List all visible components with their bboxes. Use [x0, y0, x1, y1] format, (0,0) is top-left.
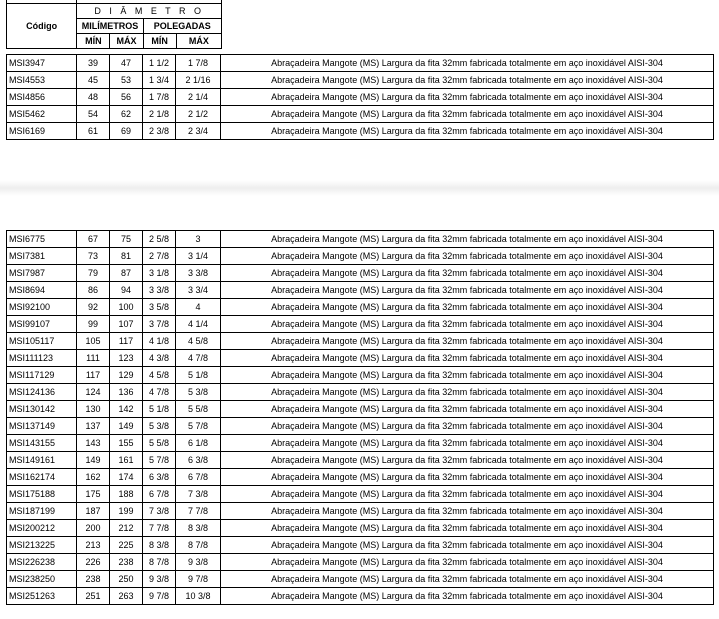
- product-code: MSI111123: [7, 350, 77, 367]
- product-code: MSI162174: [7, 469, 77, 486]
- inch-min-cell: 8 3/8: [143, 537, 176, 554]
- mm-max-cell: 161: [110, 452, 143, 469]
- product-code: MSI6775: [7, 231, 77, 248]
- description-cell: Abraçadeira Mangote (MS) Largura da fita 32mm fabricada totalmente em aço inoxidável AISI-304: [221, 123, 714, 140]
- description-cell: Abraçadeira Mangote (MS) Largura da fita 32mm fabricada totalmente em aço inoxidável AISI-304: [221, 282, 714, 299]
- inch-min-cell: 1 7/8: [143, 89, 176, 106]
- description-cell: Abraçadeira Mangote (MS) Largura da fita 32mm fabricada totalmente em aço inoxidável AISI-304: [221, 418, 714, 435]
- description-cell: Abraçadeira Mangote (MS) Largura da fita 32mm fabricada totalmente em aço inoxidável AISI-304: [221, 384, 714, 401]
- mm-max-cell: 107: [110, 316, 143, 333]
- mm-min-cell: 73: [77, 248, 110, 265]
- inch-min-cell: 2 3/8: [143, 123, 176, 140]
- product-code: MSI7381: [7, 248, 77, 265]
- mm-max-cell: 129: [110, 367, 143, 384]
- product-code: MSI187199: [7, 503, 77, 520]
- description-cell: Abraçadeira Mangote (MS) Largura da fita 32mm fabricada totalmente em aço inoxidável AISI-304: [221, 72, 714, 89]
- inch-max-cell: 7 7/8: [176, 503, 221, 520]
- product-code: MSI213225: [7, 537, 77, 554]
- mm-max-cell: 81: [110, 248, 143, 265]
- table-row: [7, 486, 714, 503]
- inch-max-cell: 4 7/8: [176, 350, 221, 367]
- mm-max-cell: 94: [110, 282, 143, 299]
- mm-max-cell: 53: [110, 72, 143, 89]
- inch-min-cell: 3 3/8: [143, 282, 176, 299]
- mm-max-cell: 136: [110, 384, 143, 401]
- mm-max-cell: 123: [110, 350, 143, 367]
- description-cell: Abraçadeira Mangote (MS) Largura da fita 32mm fabricada totalmente em aço inoxidável AISI-304: [221, 554, 714, 571]
- product-code: MSI238250: [7, 571, 77, 588]
- inch-min-cell: 2 7/8: [143, 248, 176, 265]
- inch-min-header: MÍN: [143, 34, 176, 49]
- table-row: [7, 367, 714, 384]
- mm-min-cell: 105: [77, 333, 110, 350]
- inch-min-cell: 6 3/8: [143, 469, 176, 486]
- product-code: MSI4856: [7, 89, 77, 106]
- mm-max-cell: 225: [110, 537, 143, 554]
- inch-min-cell: 3 5/8: [143, 299, 176, 316]
- product-code: MSI117129: [7, 367, 77, 384]
- diameter-header: D I Â M E T R O: [77, 4, 222, 19]
- inch-max-cell: 9 7/8: [176, 571, 221, 588]
- inch-min-cell: 6 7/8: [143, 486, 176, 503]
- mm-max-cell: 155: [110, 435, 143, 452]
- product-code: MSI92100: [7, 299, 77, 316]
- inch-max-cell: 1 7/8: [176, 55, 221, 72]
- inch-max-cell: 4 1/4: [176, 316, 221, 333]
- mm-max-cell: 75: [110, 231, 143, 248]
- mm-max-header: MÁX: [110, 34, 143, 49]
- mm-min-cell: 117: [77, 367, 110, 384]
- mm-max-cell: 62: [110, 106, 143, 123]
- inch-min-cell: 7 3/8: [143, 503, 176, 520]
- inch-min-cell: 4 3/8: [143, 350, 176, 367]
- table-row: [7, 554, 714, 571]
- description-cell: Abraçadeira Mangote (MS) Largura da fita 32mm fabricada totalmente em aço inoxidável AISI-304: [221, 265, 714, 282]
- mm-min-cell: 67: [77, 231, 110, 248]
- mm-min-cell: 39: [77, 55, 110, 72]
- inch-min-cell: 2 1/8: [143, 106, 176, 123]
- mm-min-cell: 79: [77, 265, 110, 282]
- inch-max-cell: 5 1/8: [176, 367, 221, 384]
- mm-min-cell: 111: [77, 350, 110, 367]
- product-code: MSI251263: [7, 588, 77, 605]
- table-row: [7, 469, 714, 486]
- inch-max-cell: 5 5/8: [176, 401, 221, 418]
- inch-max-cell: 8 3/8: [176, 520, 221, 537]
- inch-min-cell: 3 7/8: [143, 316, 176, 333]
- table-row: [7, 537, 714, 554]
- mm-min-cell: 86: [77, 282, 110, 299]
- description-cell: Abraçadeira Mangote (MS) Largura da fita 32mm fabricada totalmente em aço inoxidável AISI-304: [221, 55, 714, 72]
- table-row: [7, 435, 714, 452]
- mm-max-cell: 199: [110, 503, 143, 520]
- mm-min-cell: 137: [77, 418, 110, 435]
- code-header: Código: [7, 4, 77, 49]
- mm-min-cell: 213: [77, 537, 110, 554]
- inch-min-cell: 8 7/8: [143, 554, 176, 571]
- inch-max-cell: 8 7/8: [176, 537, 221, 554]
- spec-table-part-1-body: [7, 55, 714, 140]
- spec-table-part-2-body: [7, 231, 714, 605]
- description-cell: Abraçadeira Mangote (MS) Largura da fita 32mm fabricada totalmente em aço inoxidável AISI-304: [221, 350, 714, 367]
- description-cell: Abraçadeira Mangote (MS) Largura da fita 32mm fabricada totalmente em aço inoxidável AISI-304: [221, 503, 714, 520]
- table-row: [7, 333, 714, 350]
- table-row: [7, 418, 714, 435]
- mm-min-cell: 45: [77, 72, 110, 89]
- product-code: MSI8694: [7, 282, 77, 299]
- table-row: [7, 248, 714, 265]
- inch-max-cell: 2 1/2: [176, 106, 221, 123]
- description-cell: Abraçadeira Mangote (MS) Largura da fita 32mm fabricada totalmente em aço inoxidável AISI-304: [221, 333, 714, 350]
- mm-min-cell: 143: [77, 435, 110, 452]
- inch-max-cell: 6 7/8: [176, 469, 221, 486]
- inch-min-cell: 4 7/8: [143, 384, 176, 401]
- mm-max-cell: 212: [110, 520, 143, 537]
- mm-max-cell: 100: [110, 299, 143, 316]
- mm-min-cell: 238: [77, 571, 110, 588]
- table-row: [7, 520, 714, 537]
- inch-max-cell: 6 1/8: [176, 435, 221, 452]
- product-code: MSI7987: [7, 265, 77, 282]
- mm-max-cell: 149: [110, 418, 143, 435]
- table-row: [7, 72, 714, 89]
- mm-min-cell: 187: [77, 503, 110, 520]
- product-code: MSI130142: [7, 401, 77, 418]
- inch-min-cell: 5 1/8: [143, 401, 176, 418]
- inch-min-cell: 9 7/8: [143, 588, 176, 605]
- table-row: [7, 106, 714, 123]
- mm-min-cell: 124: [77, 384, 110, 401]
- inch-header: POLEGADAS: [143, 19, 221, 34]
- mm-min-cell: 48: [77, 89, 110, 106]
- inch-max-cell: 3 1/4: [176, 248, 221, 265]
- table-row: [7, 384, 714, 401]
- table-row: [7, 231, 714, 248]
- mm-min-cell: 61: [77, 123, 110, 140]
- table-row: [7, 55, 714, 72]
- page-break-band: [0, 180, 719, 196]
- inch-max-cell: 3 3/8: [176, 265, 221, 282]
- mm-min-cell: 200: [77, 520, 110, 537]
- product-code: MSI124136: [7, 384, 77, 401]
- mm-min-cell: 162: [77, 469, 110, 486]
- inch-min-cell: 7 7/8: [143, 520, 176, 537]
- mm-min-cell: 99: [77, 316, 110, 333]
- description-cell: Abraçadeira Mangote (MS) Largura da fita 32mm fabricada totalmente em aço inoxidável AISI-304: [221, 520, 714, 537]
- product-code: MSI226238: [7, 554, 77, 571]
- table-row: [7, 316, 714, 333]
- description-cell: Abraçadeira Mangote (MS) Largura da fita 32mm fabricada totalmente em aço inoxidável AISI-304: [221, 588, 714, 605]
- mm-min-cell: 92: [77, 299, 110, 316]
- inch-max-cell: 6 3/8: [176, 452, 221, 469]
- description-cell: Abraçadeira Mangote (MS) Largura da fita 32mm fabricada totalmente em aço inoxidável AISI-304: [221, 571, 714, 588]
- mm-max-cell: 87: [110, 265, 143, 282]
- mm-max-cell: 188: [110, 486, 143, 503]
- table-row: [7, 571, 714, 588]
- mm-max-cell: 117: [110, 333, 143, 350]
- description-cell: Abraçadeira Mangote (MS) Largura da fita 32mm fabricada totalmente em aço inoxidável AISI-304: [221, 106, 714, 123]
- table-row: [7, 350, 714, 367]
- inch-min-cell: 5 3/8: [143, 418, 176, 435]
- mm-max-cell: 174: [110, 469, 143, 486]
- mm-max-cell: 263: [110, 588, 143, 605]
- description-cell: Abraçadeira Mangote (MS) Largura da fita 32mm fabricada totalmente em aço inoxidável AISI-304: [221, 316, 714, 333]
- inch-min-cell: 4 5/8: [143, 367, 176, 384]
- inch-max-cell: 2 1/16: [176, 72, 221, 89]
- inch-max-cell: 9 3/8: [176, 554, 221, 571]
- inch-max-cell: 2 1/4: [176, 89, 221, 106]
- product-code: MSI137149: [7, 418, 77, 435]
- inch-min-cell: 5 5/8: [143, 435, 176, 452]
- mm-min-header: MÍN: [77, 34, 110, 49]
- inch-min-cell: 1 3/4: [143, 72, 176, 89]
- description-cell: Abraçadeira Mangote (MS) Largura da fita 32mm fabricada totalmente em aço inoxidável AISI-304: [221, 89, 714, 106]
- mm-max-cell: 56: [110, 89, 143, 106]
- inch-min-cell: 3 1/8: [143, 265, 176, 282]
- inch-max-cell: 3: [176, 231, 221, 248]
- product-code: MSI3947: [7, 55, 77, 72]
- table-row: [7, 401, 714, 418]
- table-row: [7, 588, 714, 605]
- mm-min-cell: 175: [77, 486, 110, 503]
- product-code: MSI99107: [7, 316, 77, 333]
- table-row: [7, 265, 714, 282]
- mm-header: MILÍMETROS: [77, 19, 143, 34]
- product-code: MSI4553: [7, 72, 77, 89]
- mm-max-cell: 238: [110, 554, 143, 571]
- mm-max-cell: 47: [110, 55, 143, 72]
- inch-min-cell: 1 1/2: [143, 55, 176, 72]
- description-cell: Abraçadeira Mangote (MS) Largura da fita 32mm fabricada totalmente em aço inoxidável AISI-304: [221, 486, 714, 503]
- product-code: MSI149161: [7, 452, 77, 469]
- inch-min-cell: 4 1/8: [143, 333, 176, 350]
- header-diameter-row: [7, 4, 222, 19]
- table-row: [7, 89, 714, 106]
- mm-min-cell: 226: [77, 554, 110, 571]
- inch-min-cell: 9 3/8: [143, 571, 176, 588]
- description-cell: Abraçadeira Mangote (MS) Largura da fita 32mm fabricada totalmente em aço inoxidável AISI-304: [221, 435, 714, 452]
- inch-min-cell: 2 5/8: [143, 231, 176, 248]
- mm-max-cell: 69: [110, 123, 143, 140]
- table-row: [7, 123, 714, 140]
- table-row: [7, 503, 714, 520]
- product-code: MSI6169: [7, 123, 77, 140]
- inch-max-cell: 5 7/8: [176, 418, 221, 435]
- product-code: MSI175188: [7, 486, 77, 503]
- product-code: MSI5462: [7, 106, 77, 123]
- mm-min-cell: 149: [77, 452, 110, 469]
- inch-max-cell: 7 3/8: [176, 486, 221, 503]
- table-row: [7, 452, 714, 469]
- inch-max-cell: 2 3/4: [176, 123, 221, 140]
- product-code: MSI200212: [7, 520, 77, 537]
- spec-table-part-1: [6, 54, 714, 140]
- mm-min-cell: 54: [77, 106, 110, 123]
- description-cell: Abraçadeira Mangote (MS) Largura da fita 32mm fabricada totalmente em aço inoxidável AISI-304: [221, 452, 714, 469]
- inch-max-cell: 4: [176, 299, 221, 316]
- product-code: MSI143155: [7, 435, 77, 452]
- table-row: [7, 282, 714, 299]
- description-cell: Abraçadeira Mangote (MS) Largura da fita 32mm fabricada totalmente em aço inoxidável AISI-304: [221, 248, 714, 265]
- inch-min-cell: 5 7/8: [143, 452, 176, 469]
- inch-max-header: MÁX: [176, 34, 221, 49]
- product-code: MSI105117: [7, 333, 77, 350]
- mm-min-cell: 130: [77, 401, 110, 418]
- description-cell: Abraçadeira Mangote (MS) Largura da fita 32mm fabricada totalmente em aço inoxidável AISI-304: [221, 367, 714, 384]
- description-cell: Abraçadeira Mangote (MS) Largura da fita 32mm fabricada totalmente em aço inoxidável AISI-304: [221, 537, 714, 554]
- spec-table-header: [6, 0, 222, 49]
- mm-min-cell: 251: [77, 588, 110, 605]
- mm-max-cell: 142: [110, 401, 143, 418]
- spec-table-part-2: [6, 230, 714, 605]
- inch-max-cell: 3 3/4: [176, 282, 221, 299]
- description-cell: Abraçadeira Mangote (MS) Largura da fita 32mm fabricada totalmente em aço inoxidável AISI-304: [221, 469, 714, 486]
- mm-max-cell: 250: [110, 571, 143, 588]
- description-cell: Abraçadeira Mangote (MS) Largura da fita 32mm fabricada totalmente em aço inoxidável AISI-304: [221, 299, 714, 316]
- table-row: [7, 299, 714, 316]
- inch-max-cell: 5 3/8: [176, 384, 221, 401]
- description-cell: Abraçadeira Mangote (MS) Largura da fita 32mm fabricada totalmente em aço inoxidável AISI-304: [221, 401, 714, 418]
- inch-max-cell: 10 3/8: [176, 588, 221, 605]
- inch-max-cell: 4 5/8: [176, 333, 221, 350]
- description-cell: Abraçadeira Mangote (MS) Largura da fita 32mm fabricada totalmente em aço inoxidável AISI-304: [221, 231, 714, 248]
